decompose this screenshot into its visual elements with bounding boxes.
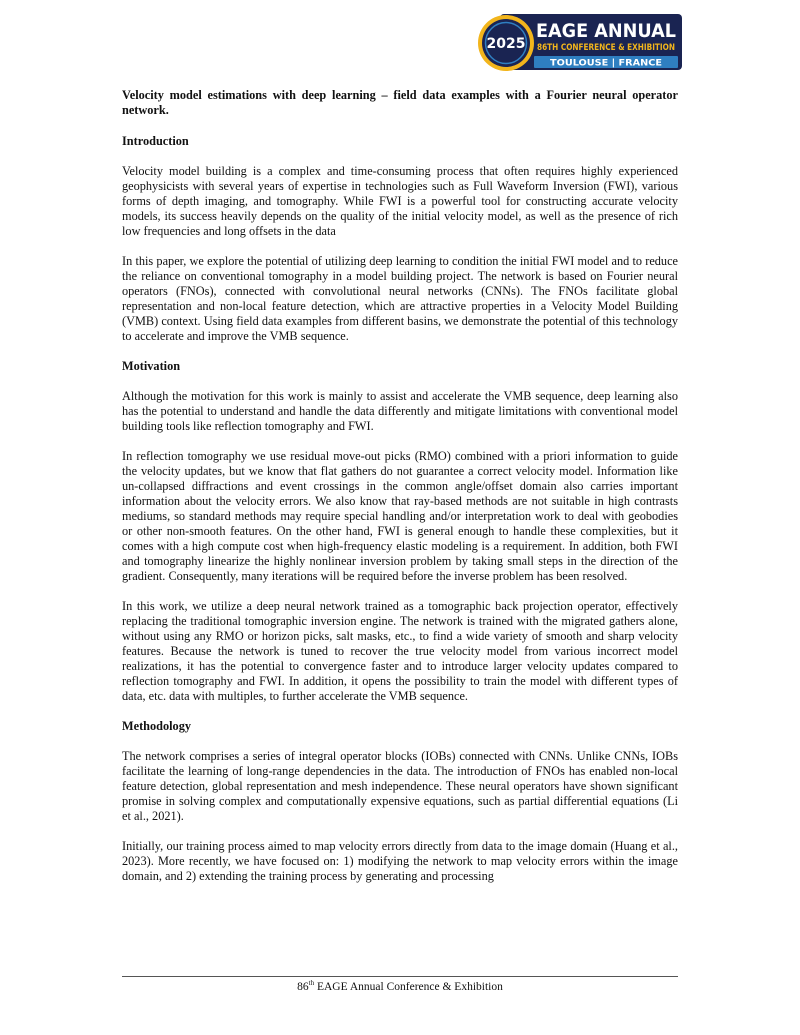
section-motivation [122,359,678,704]
footer-conference-name: EAGE Annual Conference & Exhibition [314,980,503,993]
footer-superscript: th [308,979,315,987]
section-heading: Methodology [122,719,191,733]
paragraph: In this work, we utilize a deep neural network trained as a tomographic back projection operator, effectively replacing the traditional tomographic inversion engine. The network is trained with the migrated gathers alone, without using any RMO or horizon picks, salt masks, etc., to find a wide variety of smooth and sharp velocity features. Because the network is tuned to recover the true velocity model from various incorrect model realizations, it has the potential to convergence faster and to introduce larger velocity updates compared to reflection tomography and FWI. In addition, it opens the possibility to train the model with different types of data, etc. data with multiples, to further accelerate the VMB sequence. [122,599,678,703]
paragraph: The network comprises a series of integral operator blocks (IOBs) connected with CNNs. Unlike CNNs, IOBs facilitate the learning of long-range dependencies in the data. The introduction of FNOs has enabled non-local feature detection, global representation and mesh independence. These neural operators have shown significant promise in solving complex and computationally expensive equations, such as partial differential equations (Li et al., 2021). [122,749,678,823]
footer-divider [122,976,678,977]
logo-title: EAGE ANNUAL [536,20,676,42]
paragraph: In reflection tomography we use residual move-out picks (RMO) combined with a priori information to guide the velocity updates, but we know that flat gathers do not guarantee a correct velocity model. Information like un-collapsed diffractions and event crossings in the common angle/offset domain also carries important information about the velocity errors. We also know that ray-based methods are not suitable in high contrasts mediums, so standard methods may require special handling and/or interpretation work to deal with geobodies or other non-smooth features. On the other hand, FWI is general enough to handle these complexities, but it comes with a high compute cost when high-frequency elastic modeling is a requirement. In addition, both FWI and tomography linearize the highly nonlinear inversion problem by taking small steps in the direction of the gradient. Consequently, many iterations will be required before the inverse problem has been resolved. [122,449,678,583]
section-methodology [122,719,678,884]
paragraph: Initially, our training process aimed to map velocity errors directly from data to the image domain (Huang et al., 2023). More recently, we have focused on: 1) modifying the network to map velocity errors within the image domain, and 2) extending the training process by generating and processing [122,839,678,883]
logo-subtitle: 86TH CONFERENCE & EXHIBITION [537,43,675,53]
paper-body [122,88,678,899]
paragraph: Velocity model building is a complex and time-consuming process that often requires highly experienced geophysicists with several years of expertise in technologies such as Full Waveform Inversion (FWI), various forms of depth imaging, and tomography. While FWI is a powerful tool for constructing accurate velocity models, its success heavily depends on the quality of the initial velocity model, as well as the presence of rich low frequencies and long offsets in the data [122,164,678,238]
section-heading: Introduction [122,134,189,148]
page-footer [122,979,678,993]
paper-title: Velocity model estimations with deep learning – field data examples with a Fourier neural operator network. [122,88,678,117]
section-heading: Motivation [122,359,181,373]
paragraph: In this paper, we explore the potential of utilizing deep learning to condition the initial FWI model and to reduce the reliance on conventional tomography in a model building project. The network is based on Fourier neural operators (FNOs), connected with convolutional neural networks (CNNs). The FNOs facilitate global representation and non-local feature detection, which are attractive properties in a Velocity Model Building (VMB) context. Using field data examples from different basins, we demonstrate the potential of this technology to accelerate and improve the VMB sequence. [122,254,678,343]
footer-prefix: 86 [297,980,309,993]
section-introduction [122,134,678,344]
paragraph: Although the motivation for this work is mainly to assist and accelerate the VMB sequence, deep learning also has the potential to understand and handle the data differently and mitigate limitations with conventional model building tools like reflection tomography and FWI. [122,389,678,433]
eage-annual-2025-logo [476,10,684,72]
logo-year: 2025 [486,36,526,52]
logo-location: TOULOUSE | FRANCE [550,58,662,69]
